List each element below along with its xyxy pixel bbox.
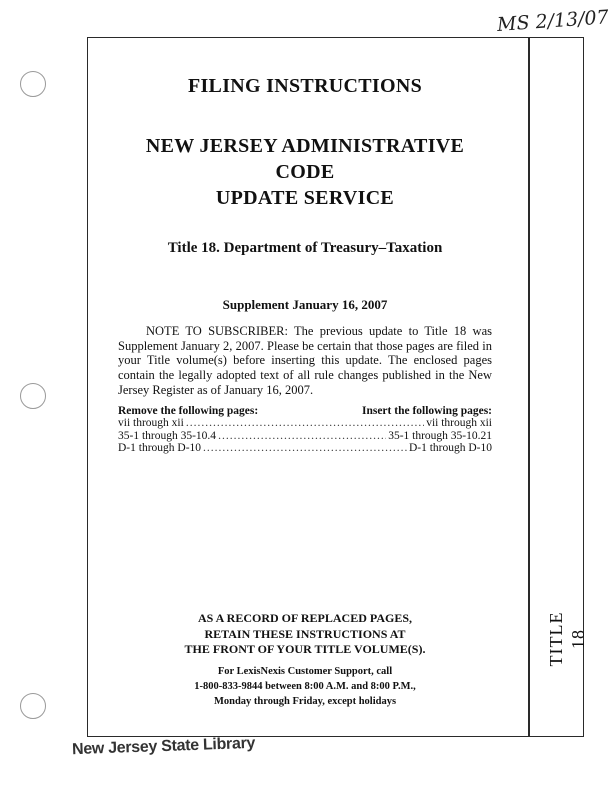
table-row — [118, 430, 492, 443]
binder-hole-middle — [20, 383, 46, 409]
remove-header: Remove the following pages: — [118, 404, 259, 417]
library-stamp: New Jersey State Library — [71, 734, 256, 759]
support-line-2: 1-800-833-9844 between 8:00 A.M. and 8:00 P.M., — [194, 681, 416, 692]
dot-leader — [203, 442, 407, 455]
title-subject: Title 18. Department of Treasury–Taxation — [167, 240, 443, 256]
remove-pages: D-1 through D-10 — [118, 442, 202, 455]
table-row — [118, 417, 492, 430]
record-notice-line-1: AS A RECORD OF REPLACED PAGES, — [197, 611, 413, 625]
dot-leader — [186, 417, 424, 430]
code-title — [118, 133, 492, 211]
insert-pages: D-1 through D-10 — [408, 442, 492, 455]
insert-pages: vii through xii — [426, 417, 492, 430]
pages-table-header — [118, 405, 492, 418]
code-title-line-2: UPDATE SERVICE — [215, 187, 395, 209]
insert-pages: 35-1 through 35-10.21 — [388, 429, 492, 442]
handwritten-note: MS 2/13/07 — [496, 6, 610, 36]
supplement-date: Supplement January 16, 2007 — [222, 297, 388, 312]
remove-pages: 35-1 through 35-10.4 — [118, 429, 217, 442]
support-line-3: Monday through Friday, except holidays — [213, 696, 397, 707]
support-line-1: For LexisNexis Customer Support, call — [217, 666, 393, 677]
customer-support-notice — [118, 664, 492, 709]
record-notice-line-2: RETAIN THESE INSTRUCTIONS AT — [204, 626, 406, 641]
binder-hole-bottom — [20, 693, 46, 719]
binder-hole-top — [20, 71, 46, 97]
subscriber-note: NOTE TO SUBSCRIBER: The previous update to Title 18 was Supplement January 2, 2007. Please be certain that those pages are filed in your Title volume(s) before inserting this update. The enclosed pages contain the legally adopted text of all rule changes published in the New Jersey Register as of January 16, 2007. — [118, 324, 492, 397]
record-notice — [118, 611, 492, 658]
code-title-line-1: NEW JERSEY ADMINISTRATIVE CODE — [145, 135, 465, 183]
instructions-content — [118, 75, 492, 455]
remove-pages: vii through xii — [118, 417, 184, 430]
table-row — [118, 442, 492, 455]
dot-leader — [218, 430, 386, 443]
page-title: FILING INSTRUCTIONS — [187, 75, 423, 97]
record-notice-line-3: THE FRONT OF YOUR TITLE VOLUME(S). — [184, 642, 426, 656]
pages-table — [118, 405, 492, 455]
tab-divider — [528, 37, 530, 737]
title-tab-label: TITLE 18 — [546, 611, 588, 667]
insert-header: Insert the following pages: — [361, 404, 492, 417]
